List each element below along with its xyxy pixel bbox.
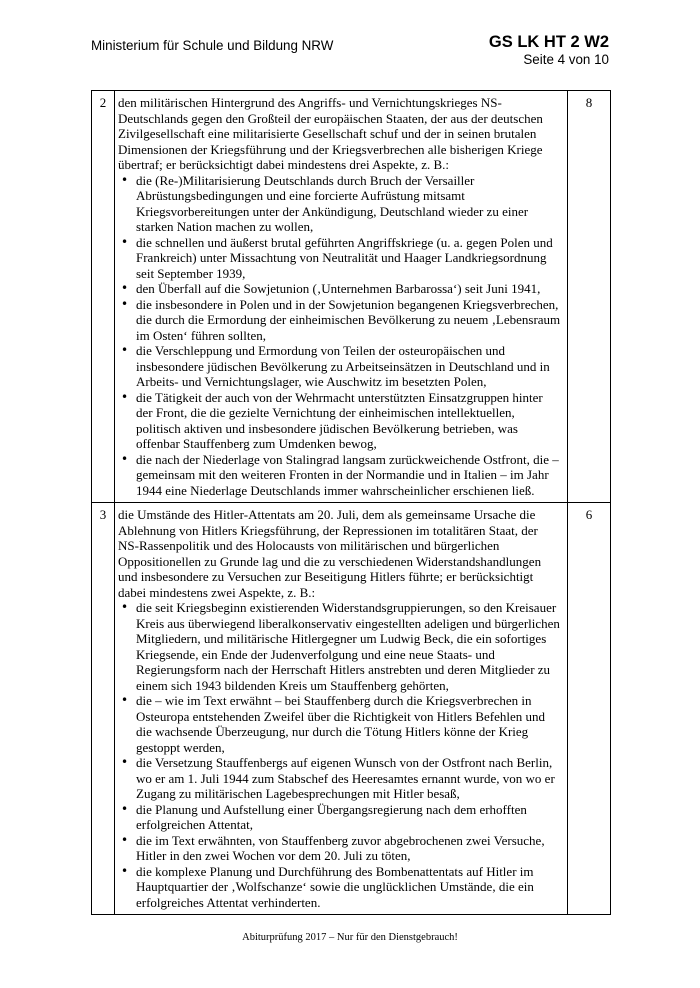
document-header [489, 33, 609, 67]
list-item: • die Versetzung Stauffenbergs auf eigenen Wunsch von der Ostfront nach Berlin, wo er am 1. Juli 1944 zum Stabschef des Heeresamtes ernannt wurde, von wo er Zugang zu militärischen Lagebesprechungen mit Hitler besaß, [136, 755, 562, 802]
table-row [92, 503, 611, 915]
list-item: • die nach der Niederlage von Stalingrad langsam zurückweichende Ostfront, die – gemeinsam mit den weiteren Fronten in der Normandie und in Italien – im Jahr 1944 eine Niederlage Deutschlands immer wahrscheinlicher erschienen ließ. [136, 452, 562, 499]
page-footer: Abiturprüfung 2017 – Nur für den Dienstgebrauch! [242, 932, 458, 943]
list-item: • die (Re-)Militarisierung Deutschlands durch Bruch der Versailler Abrüstungsbedingungen und eine forcierte Aufrüstung mitsamt Kriegsvorbereitungen unter der Ankündigung, Deutschland wieder zu einer starken Nation machen zu wollen, [136, 173, 562, 235]
list-item: • die schnellen und äußerst brutal geführten Angriffskriege (u. a. gegen Polen und Frankreich) unter Missachtung von Neutralität und Haager Landkriegsordnung seit September 1939, [136, 235, 562, 282]
criteria-cell [115, 503, 568, 915]
list-item: • die Verschleppung und Ermordung von Teilen der osteuropäischen und insbesondere jüdischen Bevölkerung zu Arbeitseinsätzen in Deutschland und in Arbeits- und Vernichtungslager, wie Auschwitz im besetzten Polen, [136, 343, 562, 390]
list-item: • die – wie im Text erwähnt – bei Stauffenberg durch die Kriegsverbrechen in Osteuropa entstehenden Zweifel über die Richtigkeit von Hitlers Befehlen und die wachsende Überzeugung, nur durch die Tötung Hitlers könne der Krieg gestoppt werden, [136, 693, 562, 755]
criteria-intro: die Umstände des Hitler-Attentats am 20. Juli, dem als gemeinsame Ursache die Ablehnung von Hitlers Kriegsführung, der Repressionen im totalitären Staat, der NS-Rassenpolitik und des Holocausts von militärischen und bürgerlichen Oppositionellen zu Grunde lag und die zu verschiedenen Widerstandshandlungen und insbesondere zu Versuchen zur Beseitigung Hitlers führte; er berücksichtigt dabei mindestens zwei Aspekte, z. B.: [118, 507, 542, 600]
criteria-list [118, 600, 562, 910]
row-number: 3 [92, 503, 115, 915]
row-number: 2 [92, 91, 115, 503]
list-item: • die insbesondere in Polen und in der Sowjetunion begangenen Kriegsverbrechen, die durch die Ermordung der einheimischen Bevölkerung zu neuem ‚Lebensraum im Osten‘ führen sollten, [136, 297, 562, 344]
criteria-intro: den militärischen Hintergrund des Angriffs- und Vernichtungskrieges NS-Deutschlands gegen den Großteil der europäischen Staaten, der aus der deutschen Zivilgesellschaft eine militarisierte Gesellschaft schuf und der in seinen brutalen Dimensionen der Kriegsführung und der Kriegsverbrechen alle bisherigen Kriege übertraf; er berücksichtigt dabei mindestens drei Aspekte, z. B.: [118, 95, 543, 172]
list-item: • die Planung und Aufstellung einer Übergangsregierung nach dem erhofften erfolgreichen Attentat, [136, 802, 562, 833]
criteria-cell [115, 91, 568, 503]
list-item: • die seit Kriegsbeginn existierenden Widerstandsgruppierungen, so den Kreisauer Kreis aus überwiegend liberalkonservativ eingestellten adeligen und bürgerlichen Mitgliedern, und militärische Hitlergegner um Ludwig Beck, die ein sofortiges Kriegsende, ein Ende der Judenverfolgung und eine neue Staats- und Regierungsform nach der Herrschaft Hitlers anstrebten und deren Mitglieder zu einem sich 1943 bildenden Kreis um Stauffenberg gehörten, [136, 600, 562, 693]
list-item: • den Überfall auf die Sowjetunion (‚Unternehmen Barbarossa‘) seit Juni 1941, [136, 281, 562, 297]
table-row [92, 91, 611, 503]
max-points: 8 [568, 91, 611, 503]
exam-code: GS LK HT 2 W2 [488, 33, 609, 51]
list-item: • die im Text erwähnten, von Stauffenberg zuvor abgebrochenen zwei Versuche, Hitler in den zwei Wochen vor dem 20. Juli zu töten, [136, 833, 562, 864]
assessment-table [91, 90, 611, 915]
page-number: Seite 4 von 10 [523, 52, 609, 67]
list-item: • die komplexe Planung und Durchführung des Bombenattentats auf Hitler im Hauptquartier der ‚Wolfschanze‘ sowie die unglücklichen Umstände, die ein erfolgreiches Attentat verhinderten. [136, 864, 562, 911]
list-item: • die Tätigkeit der auch von der Wehrmacht unterstützten Einsatzgruppen hinter der Front, die die gezielte Vernichtung der einheimischen intellektuellen, politisch aktiven und insbesondere jüdischen Bevölkerung betrieben, was offenbar Stauffenberg zum Umdenken bewog, [136, 390, 562, 452]
criteria-list [118, 173, 562, 499]
max-points: 6 [568, 503, 611, 915]
ministry-name: Ministerium für Schule und Bildung NRW [91, 38, 334, 53]
